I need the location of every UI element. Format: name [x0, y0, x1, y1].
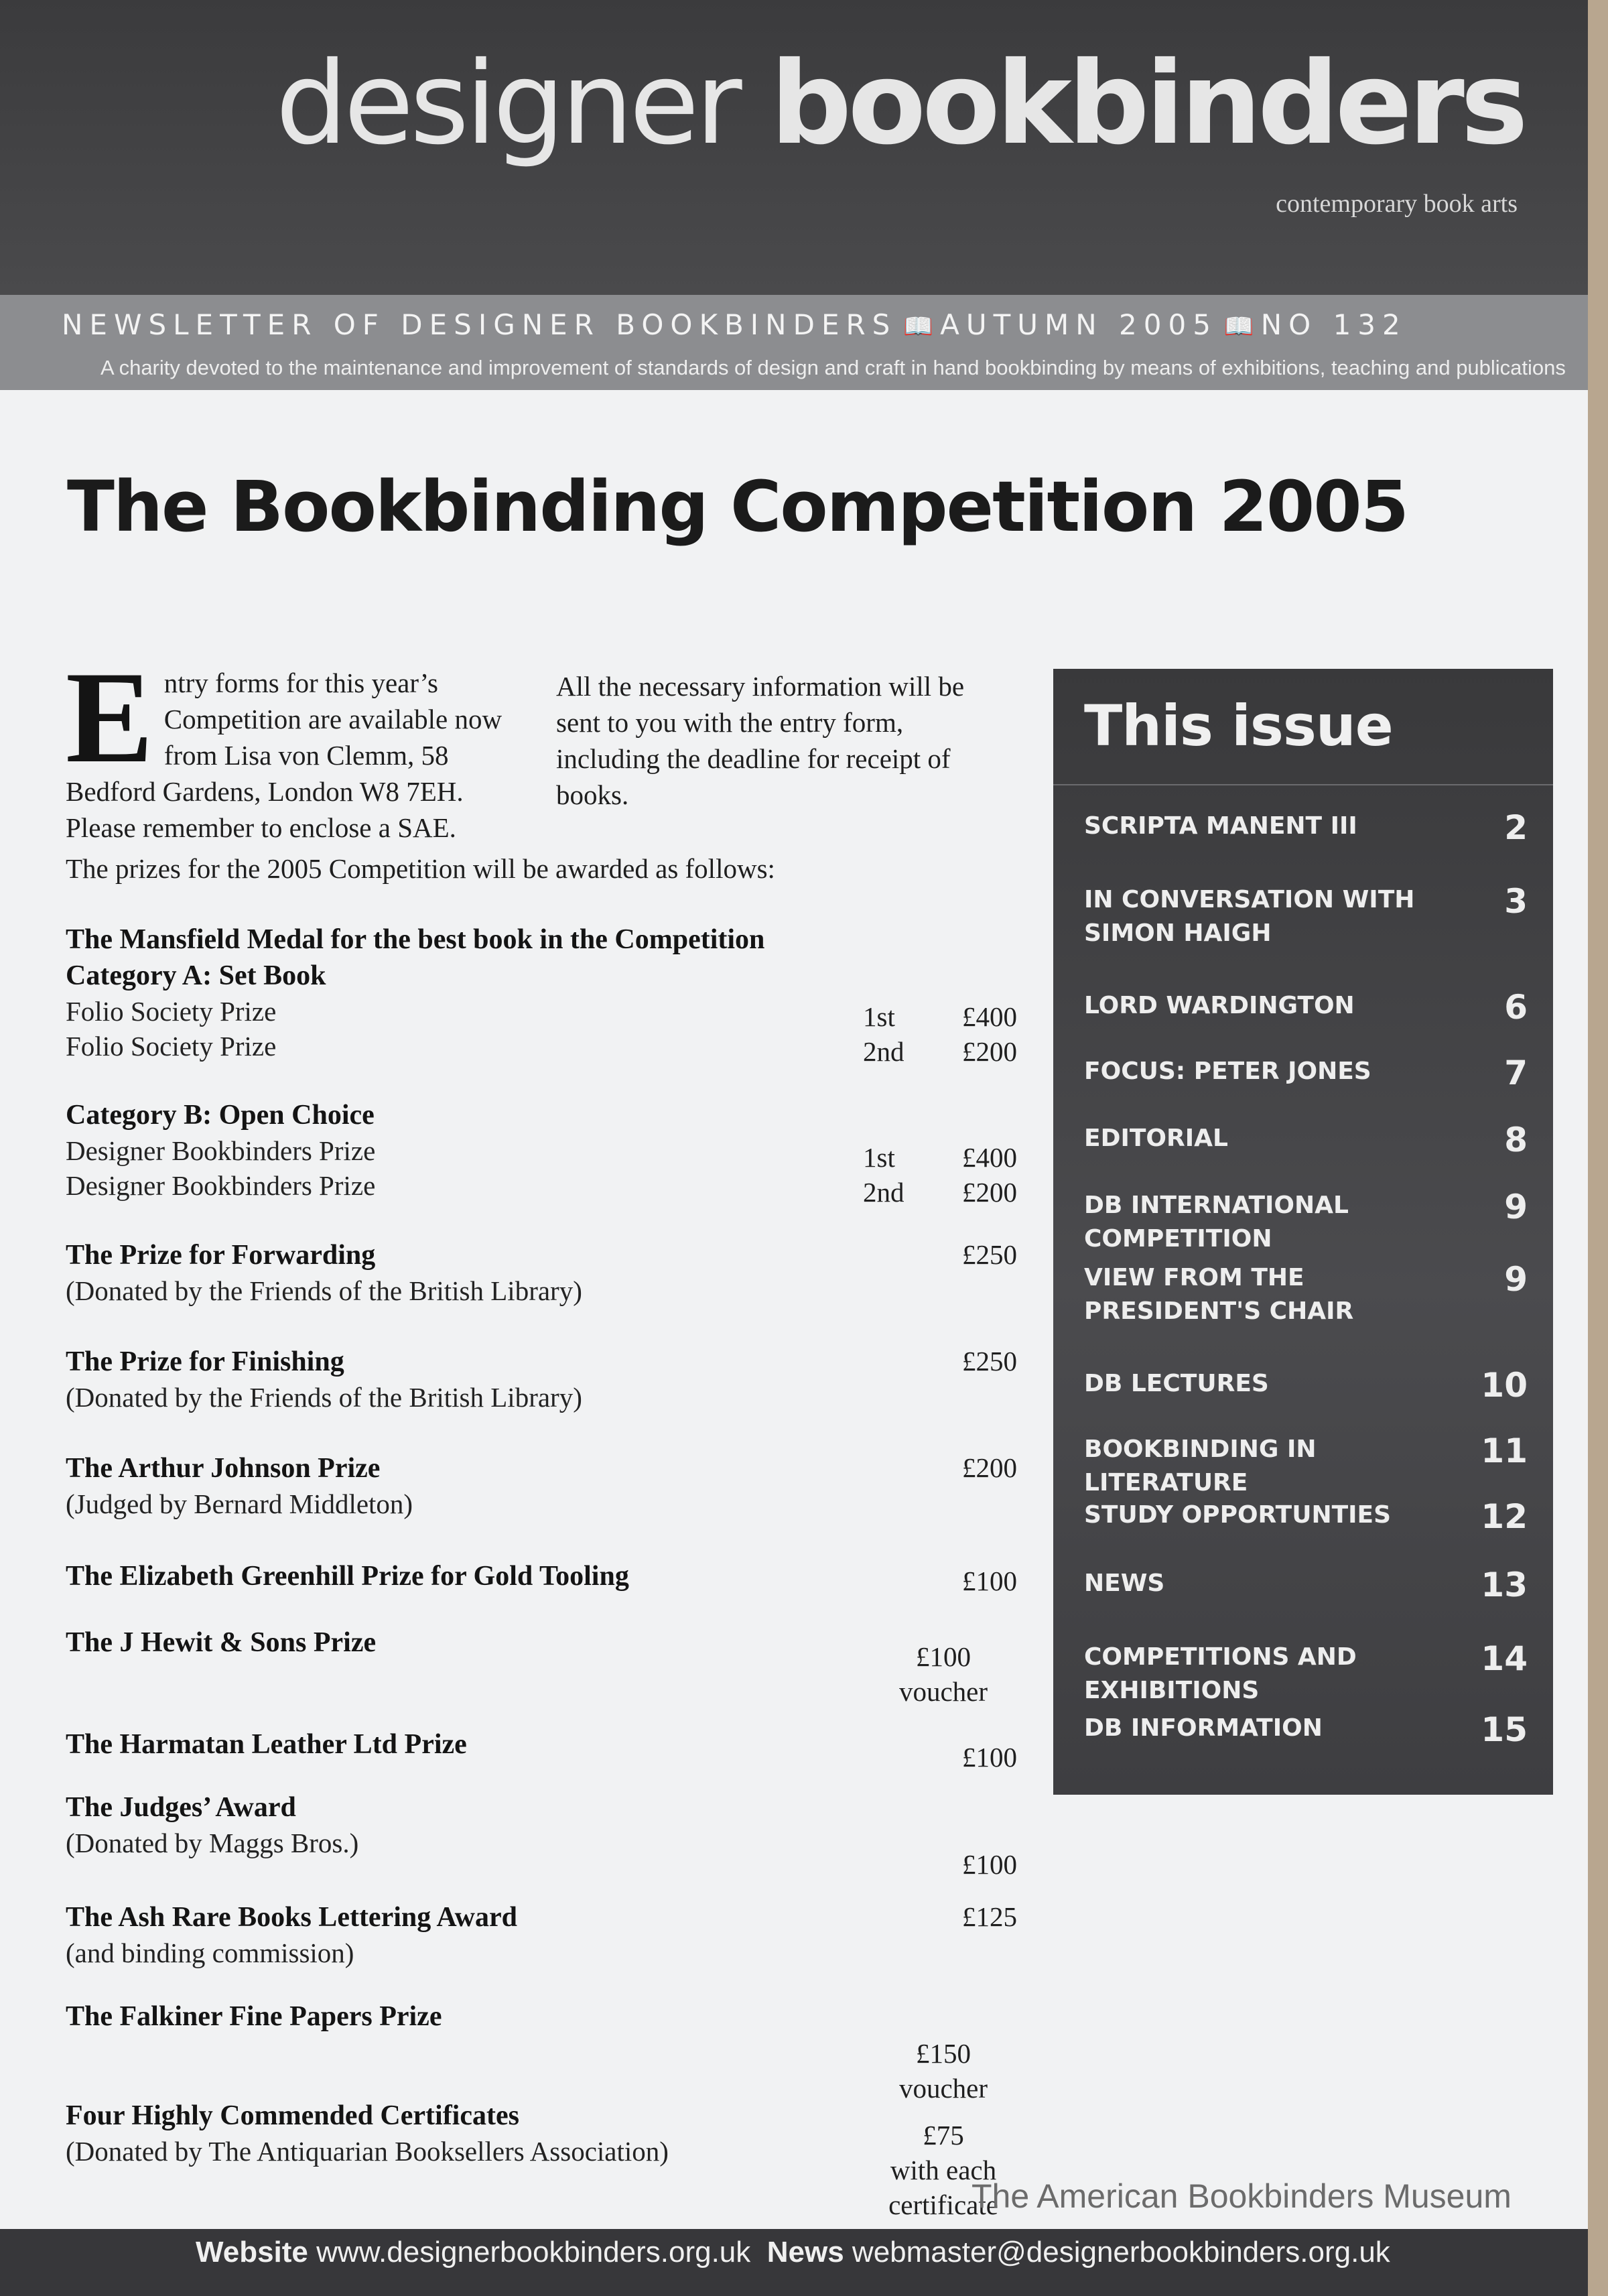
contents-item-label: COMPETITIONS AND EXHIBITIONS [1084, 1643, 1357, 1704]
prize-amount-block [863, 2036, 1024, 2106]
contents-item [1084, 1366, 1528, 1405]
prize-finishing [66, 1344, 1017, 1415]
prize-category: Category A: Set Book [66, 960, 326, 991]
contents-item-label: FOCUS: PETER JONES [1084, 1058, 1371, 1085]
website-link[interactable]: www.designerbookbinders.org.uk [316, 2236, 751, 2269]
prize-amount: £125 [962, 1901, 1017, 1932]
contents-item-page: 15 [1481, 1710, 1528, 1749]
prize-harmatan [66, 1726, 1017, 1773]
prize-place: 1st [863, 1142, 895, 1173]
contents-item-label: STUDY OPPORTUNTIES [1084, 1501, 1392, 1529]
prize-title: The Ash Rare Books Lettering Award [66, 1902, 517, 1933]
footer-contacts [196, 2236, 1390, 2269]
contents-item [1084, 1261, 1528, 1328]
museum-watermark: The American Bookbinders Museum [972, 2177, 1512, 2215]
contents-item-page: 3 [1504, 882, 1528, 921]
open-book-icon: 📖 [903, 313, 934, 340]
prize-name: Designer Bookbinders Prize [66, 1135, 376, 1166]
contents-item-label: SCRIPTA MANENT III [1084, 812, 1357, 840]
prize-amount: £100 [962, 1566, 1017, 1596]
contents-item-page: 10 [1481, 1366, 1528, 1405]
prize-judges-award [66, 1789, 1017, 1880]
prize-title: The Prize for Finishing [66, 1346, 344, 1377]
contents-item [1084, 1121, 1528, 1159]
prize-title: The Prize for Forwarding [66, 1240, 376, 1271]
prize-arthur-johnson [66, 1450, 1017, 1521]
contents-item [1084, 1054, 1528, 1092]
prize-amount: £200 [962, 1036, 1017, 1067]
contents-item [1084, 1189, 1528, 1256]
contents-item [1084, 808, 1528, 847]
prize-greenhill [66, 1558, 1017, 1594]
prize-ash-rare-books [66, 1899, 1017, 1970]
prize-falkiner [66, 1998, 1017, 2104]
contents-item-page: 2 [1504, 808, 1528, 847]
charity-statement: A charity devoted to the maintenance and improvement of standards of design and craft in hand bookbinding by means of exhibitions, teaching and publications [100, 356, 1566, 379]
logo-light: designer [275, 38, 738, 170]
drop-cap: E [66, 645, 153, 790]
prize-title: The Harmatan Leather Ltd Prize [66, 1729, 467, 1760]
contents-box [1053, 669, 1553, 1795]
prize-name: Folio Society Prize [66, 996, 277, 1027]
prize-donor: (and binding commission) [66, 1937, 354, 1968]
contents-item-label: DB LECTURES [1084, 1370, 1269, 1397]
contents-item-label: NEWS [1084, 1570, 1165, 1597]
website-label: Website [196, 2236, 308, 2269]
contents-item-page: 6 [1504, 988, 1528, 1027]
issue-season: AUTUMN 2005 [940, 308, 1217, 341]
contents-item [1084, 1710, 1528, 1749]
prize-amounts [762, 999, 1017, 1069]
page-title: The Bookbinding Competition 2005 [67, 466, 1408, 548]
contents-item [1084, 1433, 1528, 1500]
contents-item-page: 14 [1481, 1639, 1528, 1678]
prize-place: 2nd [863, 1177, 904, 1208]
prize-category-b [66, 1097, 1017, 1208]
contents-item [1084, 883, 1528, 950]
newsletter-issue-line [62, 308, 1542, 341]
prize-category-a [66, 921, 1017, 1067]
prize-amount: £200 [962, 1177, 1017, 1208]
intro-text: ntry forms for this year’s Competition are available now from Lisa von Clemm, 58 Bedford Gardens, London W8 7EH. Please remember to enclose a SAE. [66, 667, 503, 843]
prize-title: The Judges’ Award [66, 1792, 296, 1823]
prize-name: Designer Bookbinders Prize [66, 1170, 376, 1201]
prize-amount: £250 [962, 1346, 1017, 1377]
prize-amount-note: certificate [888, 2189, 998, 2220]
news-email-link[interactable]: webmaster@designerbookbinders.org.uk [852, 2236, 1390, 2269]
contents-item-page: 9 [1504, 1260, 1528, 1299]
prize-amount-block [863, 1639, 1024, 1709]
contents-divider [1053, 784, 1553, 785]
prize-amount: £100 [962, 1849, 1017, 1880]
prize-place: 1st [863, 1001, 895, 1032]
tagline: contemporary book arts [1276, 190, 1518, 218]
prize-title: The Mansfield Medal for the best book in the Competition [66, 924, 765, 955]
contents-item-label: DB INFORMATION [1084, 1714, 1323, 1742]
logo-bold: bookbinders [770, 38, 1524, 170]
contents-item-page: 8 [1504, 1121, 1528, 1159]
prize-amount: £250 [962, 1239, 1017, 1270]
news-label: News [766, 2236, 844, 2269]
prize-amount: £100 [916, 1641, 971, 1672]
prize-donor: (Donated by the Friends of the British Library) [66, 1382, 582, 1413]
prize-place: 2nd [863, 1036, 904, 1067]
contents-item [1084, 988, 1528, 1027]
prize-category: Category B: Open Choice [66, 1100, 375, 1131]
contents-item-page: 11 [1481, 1431, 1528, 1470]
prize-amount: £400 [962, 1001, 1017, 1032]
contents-item-page: 7 [1504, 1054, 1528, 1092]
prize-title: Four Highly Commended Certificates [66, 2100, 519, 2131]
contents-item-label: EDITORIAL [1084, 1125, 1228, 1152]
contents-item [1084, 1566, 1528, 1604]
open-book-icon: 📖 [1223, 313, 1254, 340]
prize-amounts [762, 1140, 1017, 1210]
prize-name: Folio Society Prize [66, 1031, 277, 1062]
contents-item-page: 12 [1481, 1497, 1528, 1536]
prize-amount: £200 [962, 1452, 1017, 1483]
prize-amount: £75 [923, 2120, 964, 2151]
prize-title: The Arthur Johnson Prize [66, 1453, 381, 1484]
logo [275, 38, 1524, 170]
prize-amount-note: voucher [898, 2073, 988, 2104]
contents-item-page: 13 [1481, 1566, 1528, 1604]
prize-amount-note: voucher [898, 1676, 988, 1707]
intro-paragraph-2: All the necessary information will be sent to you with the entry form, including the deadline for receipt of books. [556, 671, 965, 810]
prize-donor: (Judged by Bernard Middleton) [66, 1488, 413, 1519]
prize-forwarding [66, 1237, 1017, 1308]
prize-amount-note: with each [890, 2155, 997, 2185]
contents-item-label: LORD WARDINGTON [1084, 992, 1355, 1019]
prize-title: The J Hewit & Sons Prize [66, 1627, 377, 1658]
prize-hewit [66, 1624, 1017, 1707]
contents-item-label: VIEW FROM THE PRESIDENT'S CHAIR [1084, 1264, 1354, 1325]
prizes-intro: The prizes for the 2005 Competition will be awarded as follows: [66, 853, 775, 884]
prize-donor: (Donated by the Friends of the British Library) [66, 1275, 582, 1306]
contents-item [1084, 1641, 1528, 1708]
prize-title: The Elizabeth Greenhill Prize for Gold Tooling [66, 1561, 629, 1592]
contents-item-label: IN CONVERSATION WITH SIMON HAIGH [1084, 886, 1415, 947]
prize-amount: £100 [962, 1742, 1017, 1773]
prize-amount: £400 [962, 1142, 1017, 1173]
prize-commended-certificates [66, 2098, 1017, 2220]
newsletter-title: NEWSLETTER OF DESIGNER BOOKBINDERS [62, 308, 897, 341]
prize-title: The Falkiner Fine Papers Prize [66, 2001, 442, 2032]
contents-item-label: BOOKBINDING IN LITERATURE [1084, 1436, 1317, 1496]
prize-donor: (Donated by The Antiquarian Booksellers Association) [66, 2136, 669, 2167]
prize-amount: £150 [916, 2038, 971, 2069]
intro-paragraph [66, 645, 528, 846]
issue-number: NO 132 [1260, 308, 1407, 341]
contents-item [1084, 1497, 1528, 1536]
contents-title: This issue [1084, 693, 1393, 759]
prize-donor: (Donated by Maggs Bros.) [66, 1828, 359, 1858]
contents-item-page: 9 [1504, 1188, 1528, 1226]
contents-item-label: DB INTERNATIONAL COMPETITION [1084, 1192, 1349, 1253]
